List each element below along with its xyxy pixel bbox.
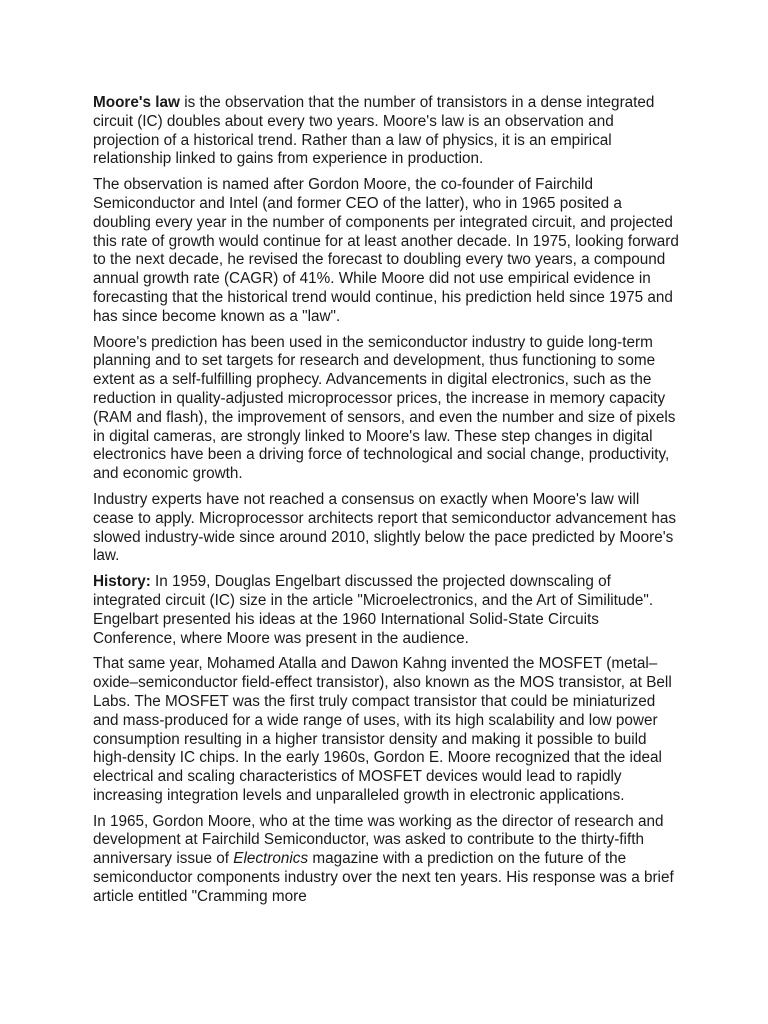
magazine-title: Electronics bbox=[233, 850, 309, 868]
paragraph-prediction bbox=[93, 334, 683, 484]
paragraph-consensus bbox=[93, 491, 683, 566]
paragraph-text: Moore's prediction has been used in the semiconductor industry to guide long-term planning and to set targets for research and development, thus functioning to some extent as a self-fulfilling prophecy. Advancements in digital electronics, such as the reduction in quality-adjusted microprocessor prices, the increase in memory capacity (RAM and flash), the improvement of sensors, and even the number and size of pixels in digital cameras, are strongly linked to Moore's law. These step changes in digital electronics have been a driving force of technological and social change, productivity, and economic growth. bbox=[93, 333, 676, 483]
paragraph-text: The observation is named after Gordon Moore, the co-founder of Fairchild Semiconductor and Intel (and former CEO of the latter), who in 1965 posited a doubling every year in the number of components per integrated circuit, and projected this rate of growth would continue for at least another decade. In 1975, looking forward to the next decade, he revised the forecast to doubling every two years, a compound annual growth rate (CAGR) of 41%. While Moore did not use empirical evidence in forecasting that the historical trend would continue, his prediction held since 1975 and has since become known as a "law". bbox=[93, 176, 679, 325]
paragraph-mosfet bbox=[93, 655, 683, 805]
paragraph-naming bbox=[93, 176, 683, 326]
paragraph-text: Industry experts have not reached a consensus on exactly when Moore's law will cease to apply. Microprocessor architects report that semiconductor advancement has slowed industry-wide since around 2010, slightly below the pace predicted by Moore's law. bbox=[93, 490, 676, 565]
paragraph-text: That same year, Mohamed Atalla and Dawon Kahng invented the MOSFET (metal–oxide–semiconductor field-effect transistor), also known as the MOS transistor, at Bell Labs. The MOSFET was the first truly compact transistor that could be miniaturized and mass-produced for a wide range of uses, with its high scalability and low power consumption resulting in a higher transistor density and making it possible to build high-density IC chips. In the early 1960s, Gordon E. Moore recognized that the ideal electrical and scaling characteristics of MOSFET devices would lead to rapidly increasing integration levels and unparalleled growth in electronic applications. bbox=[93, 655, 672, 804]
term-moores-law: Moore's law bbox=[93, 94, 180, 111]
paragraph-history bbox=[93, 573, 683, 648]
paragraph-text: is the observation that the number of transistors in a dense integrated circuit (IC) doubles about every two years. Moore's law is an observation and projection of a historical trend. Rather than a law of physics, it is an empirical relationship linked to gains from experience in production. bbox=[93, 94, 655, 168]
section-heading-history: History: bbox=[93, 573, 151, 591]
paragraph-intro bbox=[93, 94, 683, 169]
paragraph-text: In 1959, Douglas Engelbart discussed the projected downscaling of integrated circuit (IC) size in the article "Microelectronics, and the Art of Similitude". Engelbart presented his ideas at the 1960 International Solid-State Circuits Conference, where Moore was present in the audience. bbox=[93, 573, 654, 647]
paragraph-text: In 1965, Gordon Moore, who at the time was working as the director of research and development at Fairchild Semiconductor, was asked to contribute to the thirty-fifth anniversary issue of bbox=[93, 812, 664, 868]
paragraph-text-continued: magazine with a prediction on the future of the semiconductor components industry over the next ten years. His response was a brief article entitled "Cramming more bbox=[93, 850, 674, 905]
paragraph-1965 bbox=[93, 813, 683, 907]
document-body bbox=[93, 94, 683, 914]
